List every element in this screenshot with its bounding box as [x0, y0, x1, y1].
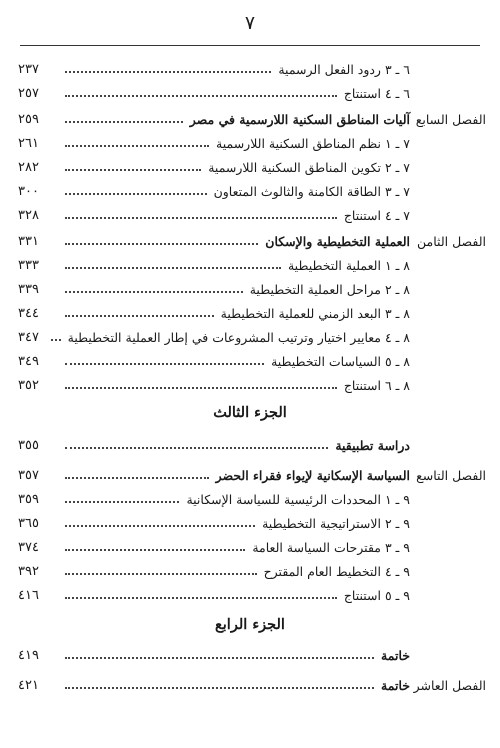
page-ref: ٣٥٢ [18, 377, 39, 393]
dot-leader [65, 267, 281, 269]
toc-entry [62, 258, 410, 273]
page-ref: ٣٣٣ [18, 257, 39, 273]
entry-title: دراسة تطبيقية [335, 437, 410, 453]
dot-leader [65, 193, 207, 195]
page-ref: ٣٩٢ [18, 563, 39, 579]
page-ref: ٣٥٥ [18, 437, 39, 453]
entry-title: خاتمة [381, 677, 410, 693]
toc-entry [62, 540, 410, 555]
dot-leader [65, 217, 337, 219]
entry-title: ٩ ـ ٤ التخطيط العام المقترح [263, 563, 410, 579]
page-ref: ٣٤٤ [18, 305, 39, 321]
toc-row [18, 488, 486, 510]
toc-entry [62, 648, 410, 663]
toc-entry [62, 86, 410, 101]
dot-leader [65, 315, 214, 317]
toc-row [18, 204, 486, 226]
chapter-label: الفصل السابع [415, 111, 486, 127]
toc-row [18, 156, 486, 178]
toc-row [18, 584, 486, 606]
entry-title: خاتمة [381, 647, 410, 663]
toc-row [18, 674, 486, 696]
page-ref: ٣٣١ [18, 233, 39, 249]
chapter-label: الفصل العاشر [413, 677, 486, 693]
dot-leader [65, 549, 245, 551]
dot-leader [65, 95, 337, 97]
dot-leader [65, 291, 243, 293]
toc-entry [62, 378, 410, 393]
entry-title: السياسة الإسكانية لإيواء فقراء الحضر [215, 467, 410, 483]
toc-row [18, 302, 486, 324]
page-number: ٧ [244, 12, 256, 34]
toc-row [18, 132, 486, 154]
page-ref: ٣٥٩ [18, 491, 39, 507]
toc-row [18, 374, 486, 396]
toc-entry [62, 136, 410, 151]
entry-title: آليات المناطق السكنية اللارسمية في مصر [189, 111, 410, 127]
dot-leader [65, 525, 255, 527]
entry-title: ٧ ـ ٢ تكوين المناطق السكنية اللارسمية [208, 159, 410, 175]
toc-row [18, 58, 486, 80]
toc-entry [62, 160, 410, 175]
page-ref: ٤٢١ [18, 677, 39, 693]
toc-row [18, 180, 486, 202]
dot-leader [65, 363, 264, 365]
toc-row [18, 434, 486, 456]
toc-entry [62, 516, 410, 531]
toc-entry [62, 184, 410, 199]
toc-row [18, 326, 486, 348]
toc-entry [62, 208, 410, 223]
toc-row [18, 108, 486, 130]
page-ref: ٢٦١ [18, 135, 39, 151]
dot-leader [65, 447, 328, 449]
toc-entry [62, 588, 410, 603]
dot-leader [65, 477, 209, 479]
entry-title: العملية التخطيطية والإسكان [265, 233, 410, 249]
entry-title: ٩ ـ ٥ استنتاج [343, 587, 410, 603]
part-heading: الجزء الرابع [215, 616, 285, 633]
toc-row [18, 560, 486, 582]
toc-row [18, 278, 486, 300]
entry-title: ٧ ـ ١ نظم المناطق السكنية اللارسمية [216, 135, 410, 151]
page-ref: ٤١٩ [18, 647, 39, 663]
dot-leader [65, 501, 179, 503]
page-ref: ٣٧٤ [18, 539, 39, 555]
chapter-label: الفصل الثامن [417, 233, 486, 249]
entry-title: ٩ ـ ١ المحددات الرئيسية للسياسة الإسكانية [186, 491, 410, 507]
page-ref: ٤١٦ [18, 587, 39, 603]
toc-entry [62, 438, 410, 453]
toc-entry [62, 468, 410, 483]
toc-row [18, 512, 486, 534]
toc-entry [62, 112, 410, 127]
entry-title: ٨ ـ ٤ معايير اختيار وترتيب المشروعات في إطار العملية التخطيطية [67, 329, 410, 345]
page-ref: ٣٦٥ [18, 515, 39, 531]
toc-entry [62, 234, 410, 249]
toc-row [18, 350, 486, 372]
dot-leader [65, 687, 374, 689]
toc-entry [62, 678, 410, 693]
entry-title: ٨ ـ ١ العملية التخطيطية [287, 257, 410, 273]
dot-leader [65, 145, 209, 147]
toc-row [18, 254, 486, 276]
entry-title: ٩ ـ ٣ مقترحات السياسة العامة [252, 539, 410, 555]
dot-leader [65, 387, 337, 389]
page-ref: ٢٥٩ [18, 111, 39, 127]
dot-leader [65, 243, 258, 245]
part-heading: الجزء الثالث [213, 404, 287, 421]
entry-title: ٦ ـ ٣ ردود الفعل الرسمية [278, 61, 410, 77]
page-ref: ٣٣٩ [18, 281, 39, 297]
page-ref: ٣٢٨ [18, 207, 39, 223]
entry-title: ٩ ـ ٢ الاستراتيجية التخطيطية [262, 515, 410, 531]
toc-entry [62, 62, 410, 77]
header-rule [20, 45, 480, 46]
page-ref: ٢٣٧ [18, 61, 39, 77]
toc-row [18, 230, 486, 252]
page-ref: ٢٨٢ [18, 159, 39, 175]
page-ref: ٣٤٧ [18, 329, 39, 345]
dot-leader [65, 597, 337, 599]
toc-row [18, 536, 486, 558]
entry-title: ٧ ـ ٤ استنتاج [343, 207, 410, 223]
entry-title: ٨ ـ ٦ استنتاج [343, 377, 410, 393]
dot-leader [65, 657, 374, 659]
page-ref: ٣٥٧ [18, 467, 39, 483]
toc-row [18, 644, 486, 666]
dot-leader [51, 339, 61, 341]
toc-row [18, 464, 486, 486]
page-ref: ٣٤٩ [18, 353, 39, 369]
entry-title: ٨ ـ ٢ مراحل العملية التخطيطية [249, 281, 410, 297]
dot-leader [65, 71, 271, 73]
toc-entry [62, 330, 410, 345]
entry-title: ٧ ـ ٣ الطاقة الكامنة والثالوث المتعاون [213, 183, 410, 199]
toc-entry [62, 306, 410, 321]
entry-title: ٨ ـ ٥ السياسات التخطيطية [271, 353, 410, 369]
page-ref: ٢٥٧ [18, 85, 39, 101]
toc-entry [62, 492, 410, 507]
chapter-label: الفصل التاسع [416, 467, 486, 483]
dot-leader [65, 169, 201, 171]
toc-entry [62, 564, 410, 579]
entry-title: ٨ ـ ٣ البعد الزمني للعملية التخطيطية [220, 305, 410, 321]
page-ref: ٣٠٠ [18, 183, 39, 199]
toc-entry [62, 282, 410, 297]
toc-entry [62, 354, 410, 369]
entry-title: ٦ ـ ٤ استنتاج [343, 85, 410, 101]
dot-leader [65, 573, 257, 575]
toc-row [18, 82, 486, 104]
dot-leader [65, 121, 183, 123]
